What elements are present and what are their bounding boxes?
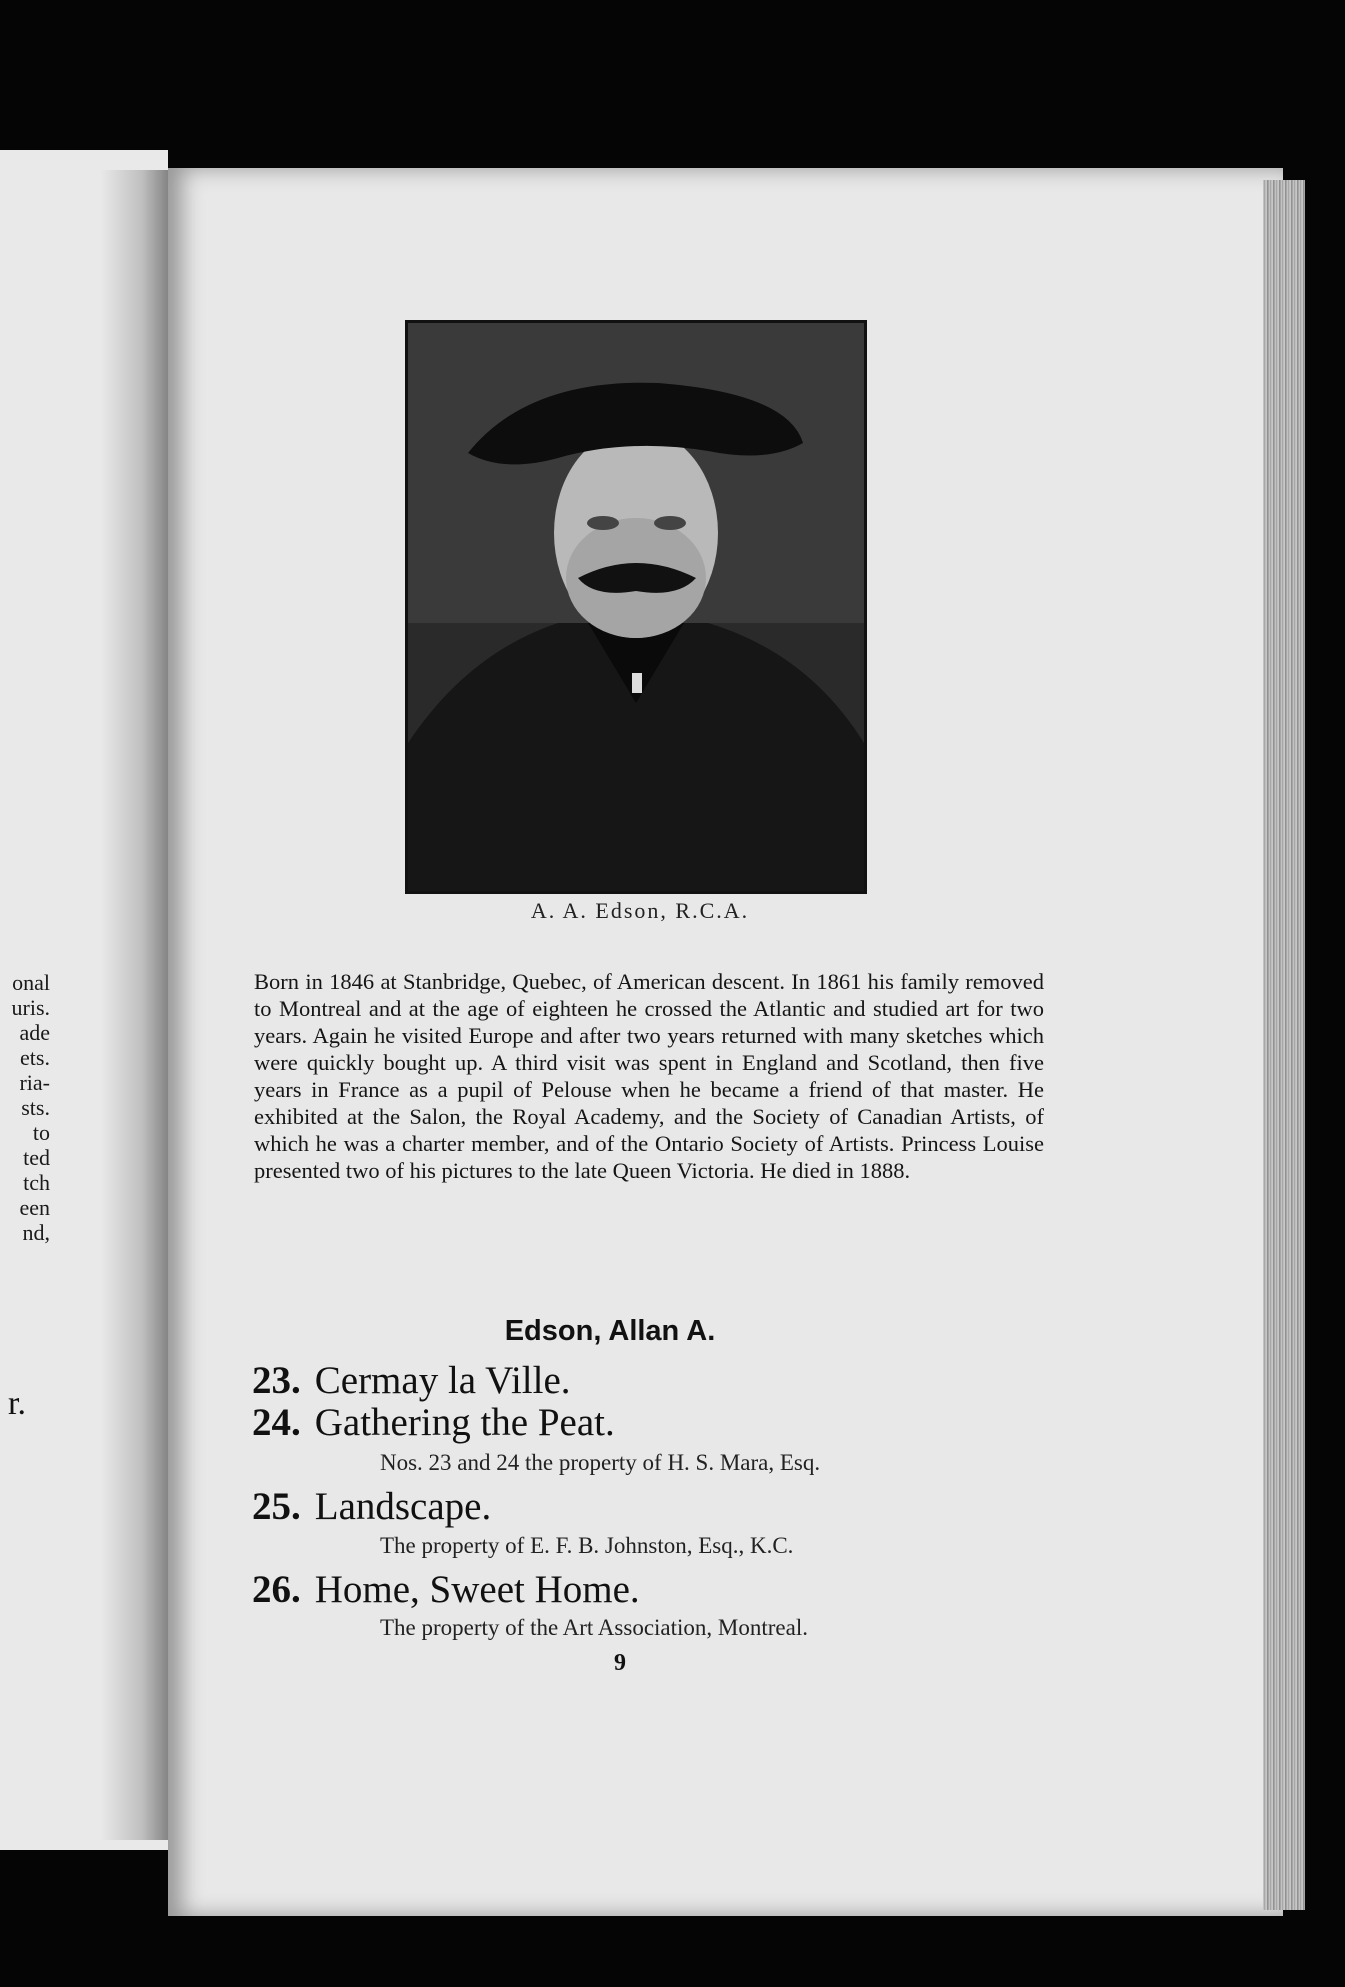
left-fragment: ted — [23, 1145, 50, 1170]
catalogue-entry — [252, 1567, 640, 1612]
entry-title: Landscape. — [314, 1485, 492, 1528]
entry-number: 23. — [252, 1359, 301, 1402]
left-fragment: tch — [23, 1170, 50, 1195]
portrait-photo — [405, 320, 867, 894]
left-fragment: sts. — [21, 1095, 50, 1120]
page-edge-stack — [1263, 180, 1305, 1910]
portrait-illustration — [408, 323, 864, 891]
left-fragment: onal — [12, 970, 50, 995]
entry-title: Cermay la Ville. — [314, 1359, 571, 1402]
entry-number: 25. — [252, 1485, 301, 1528]
ownership-note: The property of the Art Association, Montreal. — [380, 1615, 808, 1640]
left-fragment: een — [19, 1195, 50, 1220]
book-gutter-shadow — [100, 170, 170, 1840]
left-fragment: to — [32, 1120, 50, 1145]
portrait-caption: A. A. Edson, R.C.A. — [530, 898, 750, 923]
entry-title: Home, Sweet Home. — [314, 1568, 640, 1611]
left-fragment: ria- — [19, 1070, 50, 1095]
left-fragment-lone: r. — [8, 1385, 26, 1422]
entry-number: 26. — [252, 1568, 301, 1611]
left-fragment: ets. — [20, 1045, 50, 1070]
left-fragment: uris. — [11, 995, 50, 1020]
biography-paragraph: Born in 1846 at Stanbridge, Quebec, of American descent. In 1861 his family removed to Montreal and at the age of eighteen he crossed the Atlantic and studied art for two years. Again he visited Europe and after two years returned with many sketches which were quickly bought up. A third visit was spent in England and Scotland, then five years in France as a pupil of Pelouse when he became a friend of that master. He exhibited at the Salon, the Royal Academy, and the Society of Canadian Artists, of which he was a charter member, and of the Ontario Society of Artists. Princess Louise presented two of his pictures to the late Queen Victoria. He died in 1888. — [254, 969, 1044, 1183]
entry-number: 24. — [252, 1401, 301, 1444]
ownership-note: The property of E. F. B. Johnston, Esq., K.C. — [380, 1533, 794, 1558]
catalogue-entry — [252, 1400, 615, 1445]
artist-heading: Edson, Allan A. — [504, 1315, 716, 1347]
entry-title: Gathering the Peat. — [314, 1401, 615, 1444]
page-number: 9 — [614, 1650, 626, 1676]
ownership-note: Nos. 23 and 24 the property of H. S. Mara, Esq. — [380, 1450, 821, 1475]
catalogue-entry — [252, 1484, 491, 1529]
left-page-text-fragments — [0, 970, 50, 1245]
left-fragment: ade — [19, 1020, 50, 1045]
left-fragment: nd, — [22, 1220, 50, 1245]
catalogue-entry — [252, 1358, 571, 1403]
